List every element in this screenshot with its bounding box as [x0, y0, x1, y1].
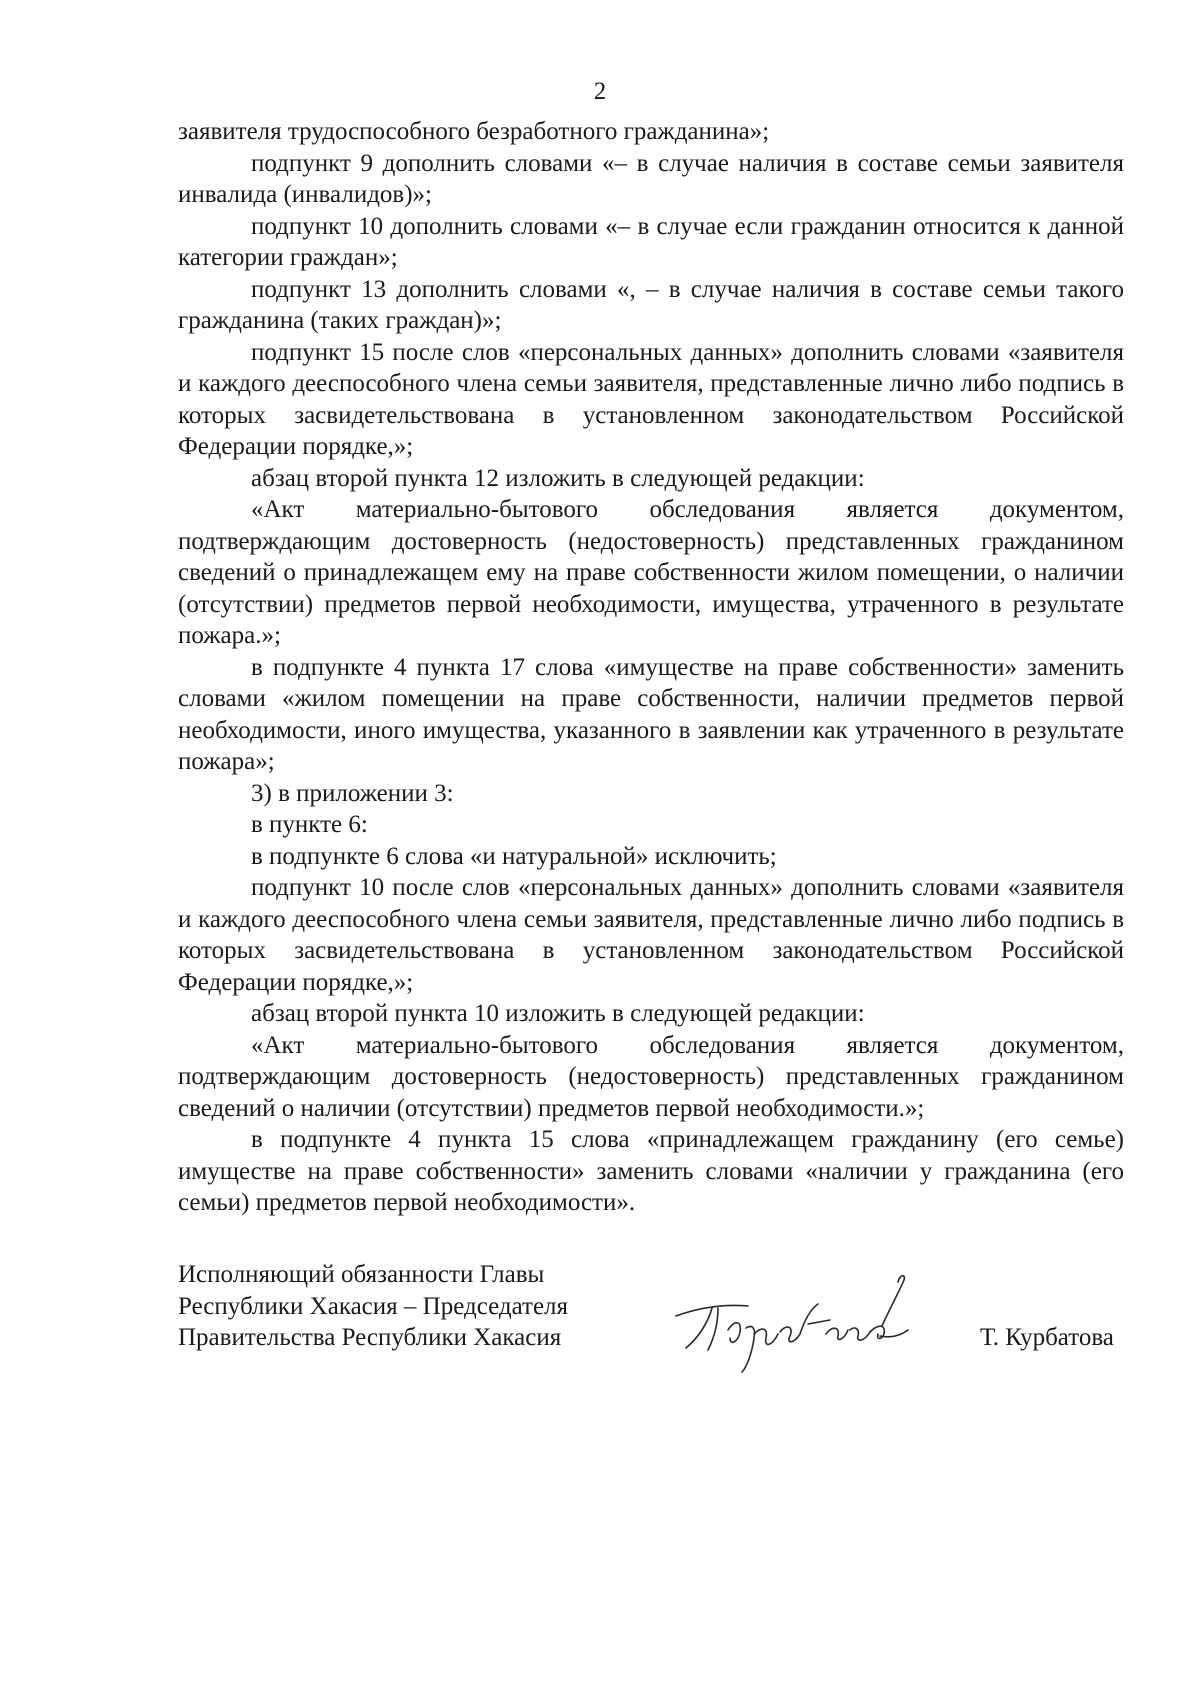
handwritten-signature	[668, 1268, 928, 1378]
document-body	[178, 116, 1124, 1219]
position-line-3: Правительства Республики Хакасия	[178, 1324, 562, 1351]
paragraph: абзац второй пункта 10 изложить в следующей редакции:	[251, 1000, 865, 1027]
paragraph: подпункт 10 после слов «персональных данных» дополнить словами «заявителя и каждого дееспособного члена семьи заявителя, представленные лично либо подпись в которых засвидетельствована в установленном законодательством Российской Федерации порядке,»;	[178, 874, 1124, 996]
paragraph: заявителя трудоспособного безработного гражданина»;	[178, 118, 770, 145]
signer-name: Т. Курбатова	[980, 1324, 1114, 1351]
page-number: 2	[593, 78, 607, 105]
paragraph: в подпункте 4 пункта 15 слова «принадлежащем гражданину (его семье) имуществе на праве собственности» заменить словами «наличии у гражданина (его семьи) предметов первой необходимости».	[178, 1126, 1124, 1216]
paragraph: «Акт материально-бытового обследования является документом, подтверждающим достоверность (недостоверность) представленных гражданином сведений о наличии (отсутствии) предметов первой необходимости.»;	[178, 1031, 1124, 1122]
paragraph: подпункт 13 дополнить словами «, – в случае наличия в составе семьи такого гражданина (таких граждан)»;	[178, 275, 1124, 334]
paragraph: подпункт 15 после слов «персональных данных» дополнить словами «заявителя и каждого дееспособного члена семьи заявителя, представленные лично либо подпись в которых засвидетельствована в установленном законодательством Российской Федерации порядке,»;	[178, 338, 1124, 460]
position-line-1: Исполняющий обязанности Главы	[178, 1261, 545, 1288]
paragraph: абзац второй пункта 12 изложить в следующей редакции:	[251, 464, 865, 492]
paragraph: подпункт 10 дополнить словами «– в случае если гражданин относится к данной категории граждан»;	[178, 212, 1124, 271]
paragraph: в пункте 6:	[251, 811, 368, 838]
paragraph: «Акт материально-бытового обследования является документом, подтверждающим достоверность (недостоверность) представленных гражданином сведений о принадлежащем ему на праве собственности жилом помещении, о наличии (отсутствии) предметов первой необходимости, имущества, утраченного в результате пожара.»;	[178, 496, 1124, 649]
paragraph: 3) в приложении 3:	[251, 779, 454, 807]
paragraph: в подпункте 4 пункта 17 слова «имуществе на праве собственности» заменить словами «жилом помещении на праве собственности, наличии предметов первой необходимости, иного имущества, указанного в заявлении как утраченного в результате пожара»;	[178, 653, 1124, 775]
position-line-2: Республики Хакасия – Председателя	[178, 1292, 569, 1320]
paragraph: в подпункте 6 слова «и натуральной» исключить;	[251, 842, 777, 870]
signature-position	[178, 1259, 568, 1354]
paragraph: подпункт 9 дополнить словами «– в случае наличия в составе семьи заявителя инвалида (инвалидов)»;	[178, 149, 1124, 208]
